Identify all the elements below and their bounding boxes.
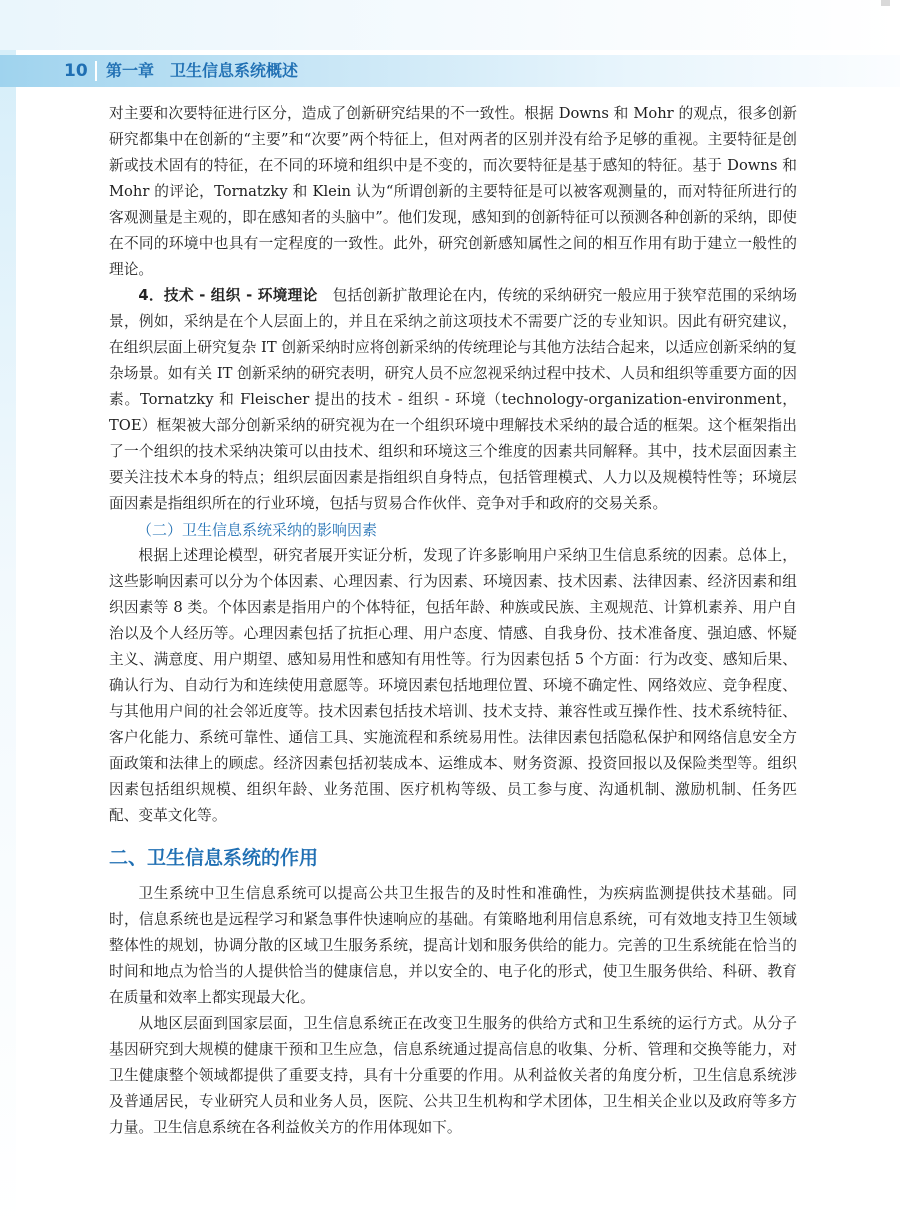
- subsection-heading: （二）卫生信息系统采纳的影响因素: [137, 521, 378, 539]
- top-margin-band: [0, 0, 900, 50]
- section-heading: 二、卫生信息系统的作用: [109, 847, 319, 869]
- paragraph-innovation-features: 对主要和次要特征进行区分，造成了创新研究结果的不一致性。根据 Downs 和 Mohr 的观点，很多创新研究都集中在创新的“主要”和“次要”两个特征上，但对两者的区别并没有给予足够的重视。主要特征是创新或技术固有的特征，在不同的环境和组织中是不变的，而次要特征是基于感知的特征。基于 Downs 和 Mohr 的评论，Tornatzky 和 Klein 认为“所谓创新的主要特征是可以被客观测量的，而对特征所进行的客观测量是主观的，即在感知者的头脑中”。他们发现，感知到的创新特征可以预测各种创新的采纳，即使在不同的环境中也具有一定程度的一致性。此外，研究创新感知属性之间的相互作用有助于建立一般性的理论。: [109, 105, 797, 278]
- page-number: 10: [64, 61, 88, 81]
- chapter-title: 第一章 卫生信息系统概述: [106, 61, 299, 80]
- paragraph-adoption-factors: 根据上述理论模型，研究者展开实证分析，发现了许多影响用户采纳卫生信息系统的因素。总体上，这些影响因素可以分为个体因素、心理因素、行为因素、环境因素、技术因素、法律因素、经济因素和组织因素等 8 类。个体因素是指用户的个体特征，包括年龄、种族或民族、主观规范、计算机素养、用户自治以及个人经历等。心理因素包括了抗拒心理、用户态度、情感、自我身份、技术准备度、强迫感、怀疑主义、满意度、用户期望、感知易用性和感知有用性等。行为因素包括 5 个方面：行为改变、感知后果、确认行为、自动行为和连续使用意愿等。环境因素包括地理位置、环境不确定性、网络效应、竞争程度、与其他用户间的社会邻近度等。技术因素包括技术培训、技术支持、兼容性或互操作性、技术系统特征、客户化能力、系统可靠性、通信工具、实施流程和系统易用性。法律因素包括隐私保护和网络信息安全方面政策和法律上的顾虑。经济因素包括初装成本、运维成本、财务资源、投资回报以及保险类型等。组织因素包括组织规模、组织年龄、业务范围、医疗机构等级、员工参与度、沟通机制、激励机制、任务匹配、变革文化等。: [109, 547, 797, 824]
- paragraph-toe-theory: [109, 283, 797, 517]
- page-body: [109, 101, 797, 1141]
- corner-mark: [881, 0, 890, 6]
- left-edge-band: [0, 50, 16, 1231]
- header-divider: [95, 61, 97, 81]
- toe-theory-text: 包括创新扩散理论在内，传统的采纳研究一般应用于狭窄范围的采纳场景，例如，采纳是在个人层面上的，并且在采纳之前这项技术不需要广泛的专业知识。因此有研究建议，在组织层面上研究复杂 IT 创新采纳时应将创新采纳的传统理论与其他方法结合起来，以适应创新采纳的复杂场景。如有关 IT 创新采纳的研究表明，研究人员不应忽视采纳过程中技术、人员和组织等重要方面的因素。Tornatzky 和 Fleischer 提出的技术 - 组织 - 环境（technology-organization-environment，TOE）框架被大部分创新采纳的研究视为在一个组织环境中理解技术采纳的最合适的框架。这个框架指出了一个组织的技术采纳决策可以由技术、组织和环境这三个维度的因素共同解释。其中，技术层面因素主要关注技术本身的特点；组织层面因素是指组织自身特点，包括管理模式、人力以及规模特性等；环境层面因素是指组织所在的行业环境，包括与贸易合作伙伴、竞争对手和政府的交易关系。: [109, 287, 797, 512]
- paragraph-stakeholders: 从地区层面到国家层面，卫生信息系统正在改变卫生服务的供给方式和卫生系统的运行方式。从分子基因研究到大规模的健康干预和卫生应急，信息系统通过提高信息的收集、分析、管理和交换等能力，对卫生健康整个领域都提供了重要支持，具有十分重要的作用。从利益攸关者的角度分析，卫生信息系统涉及普通居民，专业研究人员和业务人员，医院、公共卫生机构和学术团体，卫生相关企业以及政府等多方力量。卫生信息系统在各利益攸关方的作用体现如下。: [109, 1015, 797, 1136]
- toe-theory-heading: 4．技术 - 组织 - 环境理论: [138, 287, 318, 304]
- paragraph-his-role: 卫生系统中卫生信息系统可以提高公共卫生报告的及时性和准确性，为疾病监测提供技术基础。同时，信息系统也是远程学习和紧急事件快速响应的基础。有策略地利用信息系统，可有效地支持卫生领域整体性的规划，协调分散的区域卫生服务系统，提高计划和服务供给的能力。完善的卫生系统能在恰当的时间和地点为恰当的人提供恰当的健康信息，并以安全的、电子化的形式，使卫生服务供给、科研、教育在质量和效率上都实现最大化。: [109, 885, 797, 1006]
